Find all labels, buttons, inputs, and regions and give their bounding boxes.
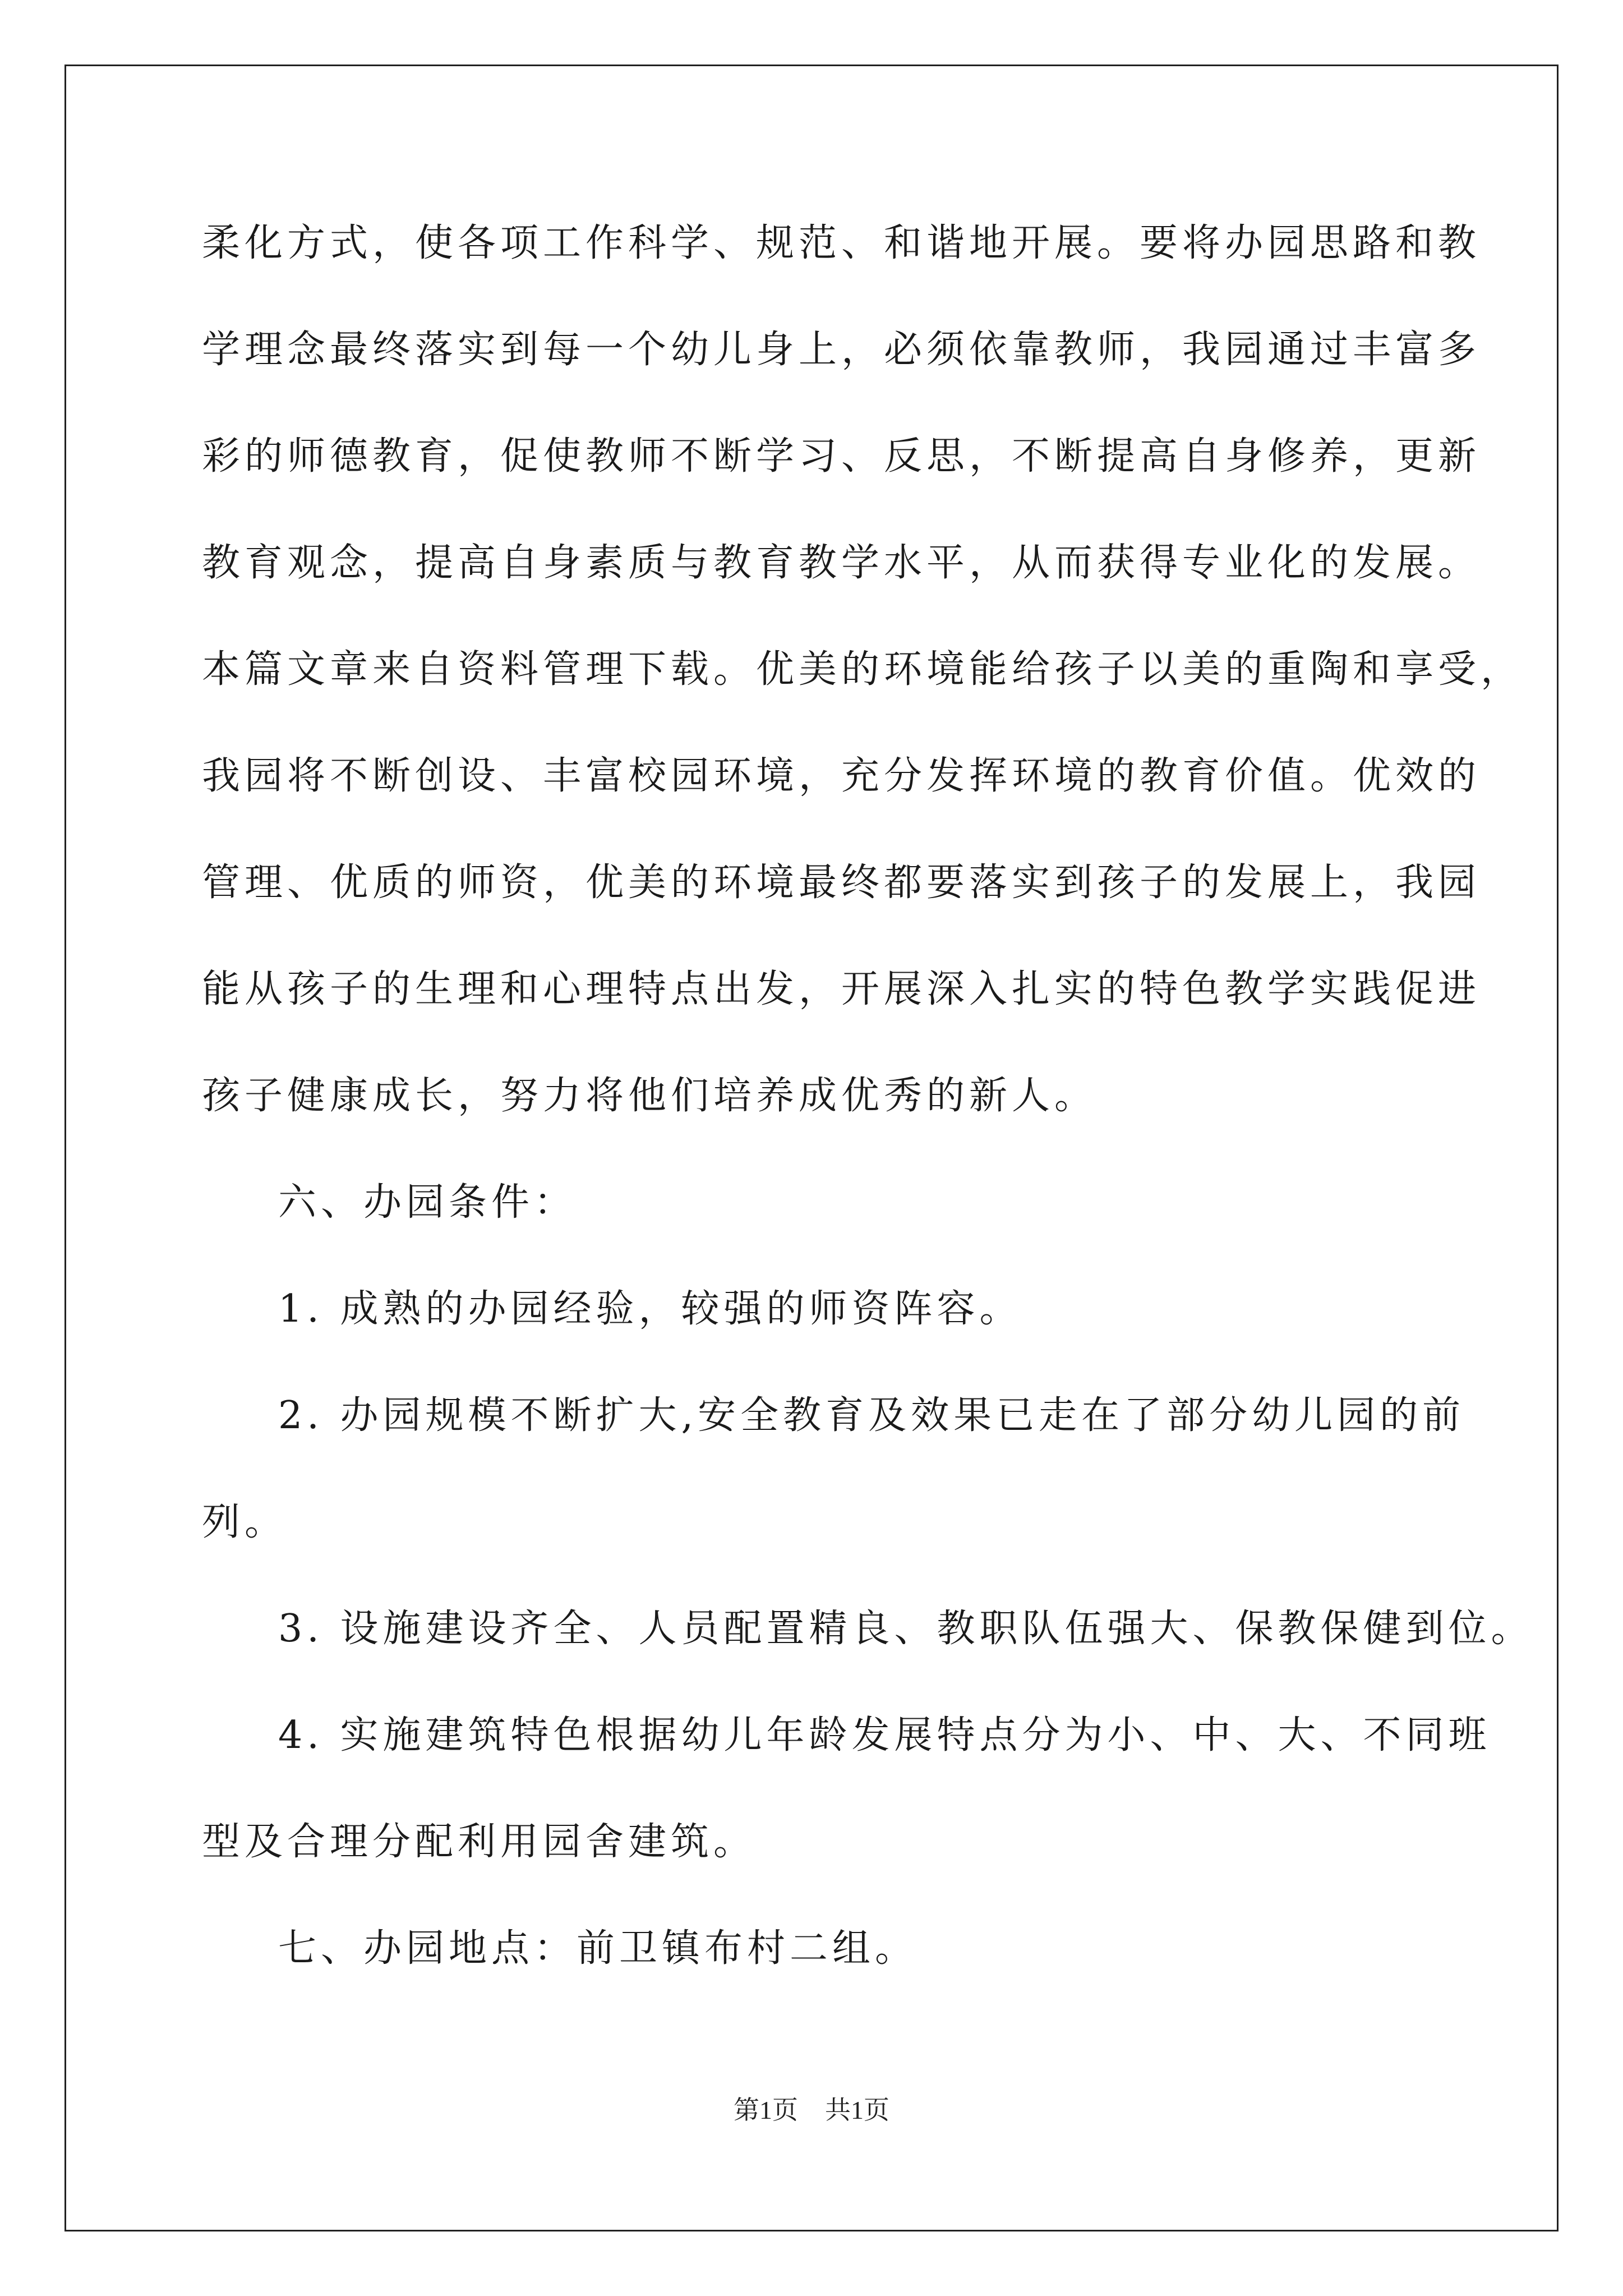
list-item: 1. 成熟的办园经验，较强的师资阵容。 — [278, 1287, 1022, 1331]
page-footer — [0, 2090, 1623, 2127]
list-item: 4. 实施建筑特色根据幼儿年龄发展特点分为小、中、大、不同班 — [278, 1713, 1491, 1757]
section-heading: 六、办园条件： — [278, 1180, 577, 1225]
paragraph-line: 我园将不断创设、丰富校园环境，充分发挥环境的教育价值。优效的 — [202, 754, 1481, 798]
page-number: 第1页 — [734, 2096, 798, 2124]
list-item: 2. 办园规模不断扩大,安全教育及效果已走在了部分幼儿园的前 — [278, 1393, 1465, 1438]
page-total: 共1页 — [825, 2096, 889, 2124]
paragraph-line: 能从孩子的生理和心理特点出发，开展深入扎实的特色教学实践促进 — [202, 967, 1481, 1011]
paragraph-line: 管理、优质的师资，优美的环境最终都要落实到孩子的发展上，我园 — [202, 861, 1481, 905]
page-border — [64, 65, 1559, 2231]
paragraph-line: 彩的师德教育，促使教师不断学习、反思，不断提高自身修养，更新 — [202, 434, 1481, 478]
list-item-continuation: 列。 — [202, 1500, 288, 1544]
paragraph-line: 教育观念，提高自身素质与教育教学水平，从而获得专业化的发展。 — [202, 541, 1481, 585]
paragraph-line: 孩子健康成长，努力将他们培养成优秀的新人。 — [202, 1074, 1098, 1118]
paragraph-line: 柔化方式，使各项工作科学、规范、和谐地开展。要将办园思路和教 — [202, 221, 1481, 265]
paragraph-line: 本篇文章来自资料管理下载。优美的环境能给孩子以美的重陶和享受， — [202, 647, 1524, 692]
section-heading: 七、办园地点：前卫镇布村二组。 — [278, 1926, 918, 1971]
list-item: 3. 设施建设齐全、人员配置精良、教职队伍强大、保教保健到位。 — [278, 1607, 1534, 1651]
paragraph-line: 学理念最终落实到每一个幼儿身上，必须依靠教师，我园通过丰富多 — [202, 328, 1481, 372]
list-item-continuation: 型及合理分配利用园舍建筑。 — [202, 1820, 757, 1864]
